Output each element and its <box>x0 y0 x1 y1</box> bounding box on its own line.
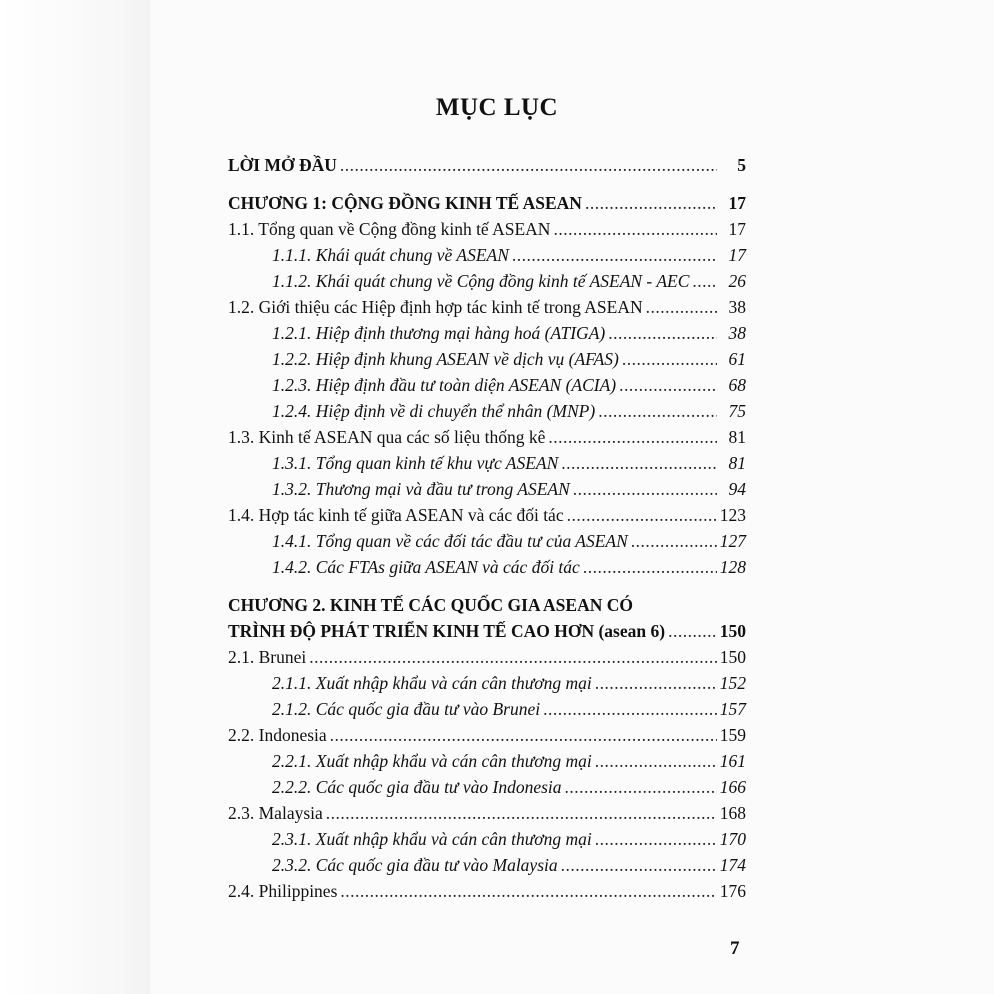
toc-entry-page: 17 <box>728 193 746 213</box>
dot-leader <box>585 190 717 216</box>
toc-subentry <box>228 346 746 372</box>
toc-entry-label: LỜI MỞ ĐẦU <box>228 155 337 175</box>
toc-entry-label: 2.3. Malaysia <box>228 803 323 823</box>
toc-entry-page: 61 <box>728 349 746 369</box>
toc-entry-page: 68 <box>728 375 746 395</box>
toc-entry-page: 17 <box>728 245 746 265</box>
toc-subentry <box>228 852 746 878</box>
dot-leader <box>608 320 717 346</box>
section-gap <box>228 178 746 190</box>
dot-leader <box>583 554 717 580</box>
toc-subentry <box>228 476 746 502</box>
toc-entry-label: 1.4. Hợp tác kinh tế giữa ASEAN và các đối tác <box>228 505 564 525</box>
toc-entry-page: 176 <box>719 881 746 901</box>
dot-leader <box>619 372 717 398</box>
toc-entry-page: 168 <box>719 803 746 823</box>
toc-entry-page: 94 <box>728 479 746 499</box>
toc-entry-page: 150 <box>719 621 746 641</box>
dot-leader <box>330 722 717 748</box>
toc-entry-label: 1.1.2. Khái quát chung về Cộng đồng kinh tế ASEAN - AEC <box>272 271 690 291</box>
dot-leader <box>561 852 717 878</box>
toc-entry-page: 170 <box>719 829 746 849</box>
toc-entry-page: 166 <box>719 777 746 797</box>
dot-leader <box>631 528 717 554</box>
toc-entry-page: 123 <box>719 505 746 525</box>
toc-entry-label: 2.4. Philippines <box>228 881 338 901</box>
toc-entry-label: 1.2. Giới thiệu các Hiệp định hợp tác kinh tế trong ASEAN <box>228 297 643 317</box>
toc-entry <box>228 294 746 320</box>
toc-entry-page: 128 <box>719 557 746 577</box>
toc-entry-page: 75 <box>728 401 746 421</box>
toc-title: MỤC LỤC <box>435 94 559 121</box>
dot-leader <box>340 152 717 178</box>
toc-subentry <box>228 320 746 346</box>
toc-entry-intro <box>228 152 746 178</box>
toc-subentry <box>228 696 746 722</box>
toc-entry-label: 1.3. Kinh tế ASEAN qua các số liệu thống kê <box>228 427 546 447</box>
toc-entry-page: 17 <box>728 219 746 239</box>
toc-entry-label: 1.3.2. Thương mại và đầu tư trong ASEAN <box>272 479 570 499</box>
dot-leader <box>668 618 717 644</box>
toc-entry <box>228 424 746 450</box>
toc-chapter-label: TRÌNH ĐỘ PHÁT TRIỂN KINH TẾ CAO HƠN (asean 6) <box>228 621 666 641</box>
toc-entry-page: 150 <box>719 647 746 667</box>
page-fold-shading <box>0 0 150 994</box>
dot-leader <box>309 644 716 670</box>
toc-subentry <box>228 554 746 580</box>
toc-entry-page: 5 <box>737 155 746 175</box>
dot-leader <box>692 268 717 294</box>
toc-chapter-1 <box>228 190 746 216</box>
toc-entry-page: 81 <box>728 427 746 447</box>
dot-leader <box>512 242 717 268</box>
toc-entry-label: 1.2.3. Hiệp định đầu tư toàn diện ASEAN (ACIA) <box>272 375 617 395</box>
toc-subentry <box>228 748 746 774</box>
toc-subentry <box>228 398 746 424</box>
toc-entry-label: 1.2.1. Hiệp định thương mại hàng hoá (ATIGA) <box>272 323 606 343</box>
toc-entry-label: 1.1.1. Khái quát chung về ASEAN <box>272 245 509 265</box>
toc-subentry <box>228 826 746 852</box>
section-gap <box>228 580 746 592</box>
dot-leader <box>622 346 717 372</box>
toc-subentry <box>228 268 746 294</box>
toc-entry-label: 1.1. Tổng quan về Cộng đồng kinh tế ASEAN <box>228 219 551 239</box>
toc-entry-page: 161 <box>719 751 746 771</box>
toc-entry-page: 26 <box>728 271 746 291</box>
dot-leader <box>595 826 717 852</box>
toc-entry <box>228 216 746 242</box>
toc-entry-label: 2.1.2. Các quốc gia đầu tư vào Brunei <box>272 699 541 719</box>
dot-leader <box>595 748 717 774</box>
dot-leader <box>548 424 717 450</box>
toc-chapter-2 <box>228 618 746 644</box>
toc-entry-page: 127 <box>719 531 746 551</box>
dot-leader <box>598 398 717 424</box>
toc-entry-label: 2.1. Brunei <box>228 647 307 667</box>
dot-leader <box>553 216 717 242</box>
dot-leader <box>567 502 717 528</box>
toc-entry-label: 1.4.2. Các FTAs giữa ASEAN và các đối tác <box>272 557 580 577</box>
dot-leader <box>646 294 717 320</box>
toc-subentry <box>228 670 746 696</box>
toc-subentry <box>228 242 746 268</box>
toc-entry-label: 2.3.1. Xuất nhập khẩu và cán cân thương mại <box>272 829 592 849</box>
toc-entry-page: 159 <box>719 725 746 745</box>
toc-subentry <box>228 372 746 398</box>
dot-leader <box>326 800 717 826</box>
toc-chapter-label: CHƯƠNG 1: CỘNG ĐỒNG KINH TẾ ASEAN <box>228 193 582 213</box>
dot-leader <box>565 774 717 800</box>
toc-entry-label: 1.3.1. Tổng quan kinh tế khu vực ASEAN <box>272 453 559 473</box>
toc-entry <box>228 722 746 748</box>
toc-subentry <box>228 450 746 476</box>
table-of-contents <box>228 152 746 904</box>
toc-subentry <box>228 528 746 554</box>
toc-entry-page: 174 <box>719 855 746 875</box>
dot-leader <box>595 670 717 696</box>
dot-leader <box>561 450 717 476</box>
dot-leader <box>543 696 717 722</box>
toc-entry-label: 2.3.2. Các quốc gia đầu tư vào Malaysia <box>272 855 558 875</box>
toc-entry-page: 152 <box>719 673 746 693</box>
toc-entry-label: 1.2.4. Hiệp định về di chuyển thể nhân (MNP) <box>272 401 596 421</box>
toc-entry-label: 2.2.1. Xuất nhập khẩu và cán cân thương mại <box>272 751 592 771</box>
toc-entry <box>228 644 746 670</box>
toc-entry <box>228 878 746 904</box>
toc-chapter-2-line1: CHƯƠNG 2. KINH TẾ CÁC QUỐC GIA ASEAN CÓ <box>228 595 633 615</box>
toc-entry-label: 1.2.2. Hiệp định khung ASEAN về dịch vụ (AFAS) <box>272 349 619 369</box>
toc-entry-page: 38 <box>728 323 746 343</box>
dot-leader <box>340 878 716 904</box>
toc-entry-page: 38 <box>728 297 746 317</box>
toc-entry-label: 2.1.1. Xuất nhập khẩu và cán cân thương mại <box>272 673 592 693</box>
toc-entry-page: 157 <box>719 699 746 719</box>
toc-entry-page: 81 <box>728 453 746 473</box>
toc-entry <box>228 502 746 528</box>
toc-entry-label: 1.4.1. Tổng quan về các đối tác đầu tư của ASEAN <box>272 531 628 551</box>
toc-entry-label: 2.2. Indonesia <box>228 725 327 745</box>
page-number: 7 <box>730 938 740 959</box>
toc-entry <box>228 800 746 826</box>
dot-leader <box>573 476 717 502</box>
toc-subentry <box>228 774 746 800</box>
toc-entry-label: 2.2.2. Các quốc gia đầu tư vào Indonesia <box>272 777 562 797</box>
